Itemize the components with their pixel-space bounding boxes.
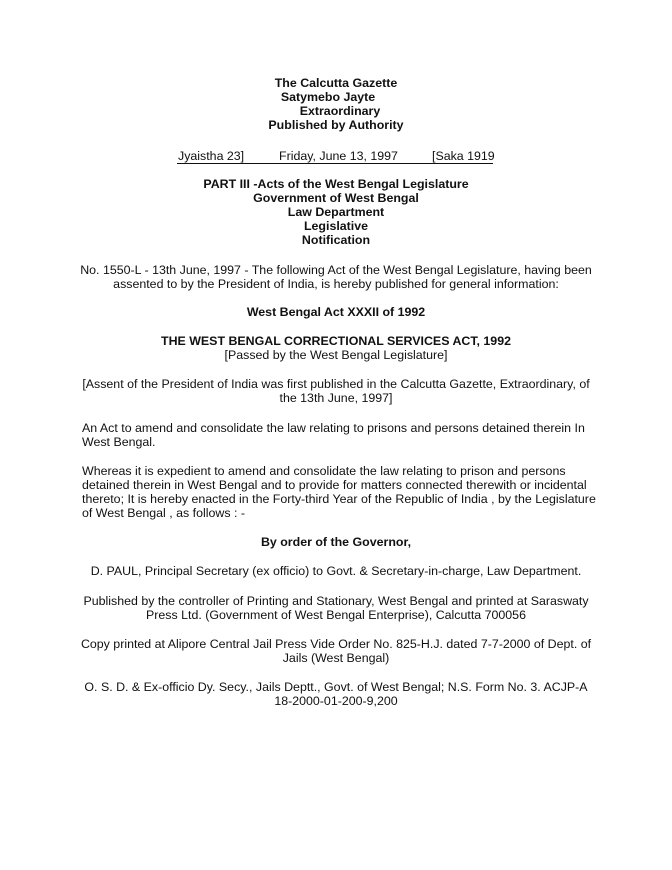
gazette-edition: Extraordinary — [299, 104, 381, 118]
government-heading: Government of West Bengal — [253, 191, 419, 205]
governor-order: By order of the Governor, — [260, 535, 412, 549]
form-note-line-2: 18-2000-01-200-9,200 — [274, 694, 398, 708]
act-purpose-line-1: An Act to amend and consolidate the law relating to prisons and persons detained therein In — [82, 421, 585, 435]
preamble-line-2: detained therein in West Bengal and to provide for matters connected therewith or incidental — [82, 478, 587, 492]
dateline — [177, 149, 493, 164]
dateline-date: Friday, June 13, 1997 — [279, 149, 398, 163]
type-heading: Notification — [301, 233, 371, 247]
section-heading: Legislative — [303, 219, 369, 233]
act-title: THE WEST BENGAL CORRECTIONAL SERVICES ACT, 1992 — [161, 334, 511, 348]
gazette-motto: Satymebo Jayte — [280, 90, 376, 104]
preamble-line-1: Whereas it is expedient to amend and consolidate the law relating to prison and persons — [82, 464, 566, 478]
assent-note-line-1: [Assent of the President of India was first published in the Calcutta Gazette, Extraordinary, of — [82, 377, 590, 391]
gazette-title: The Calcutta Gazette — [274, 76, 398, 90]
publisher-line-1: Published by the controller of Printing and Stationary, West Bengal and printed at Saraswaty — [83, 594, 589, 608]
preamble-line-3: thereto; It is hereby enacted in the Forty-third Year of the Republic of India , by the Legislature — [82, 492, 596, 506]
notification-text-line-2: assented to by the President of India, is hereby published for general information: — [113, 277, 559, 291]
act-passed-note: [Passed by the West Bengal Legislature] — [224, 348, 448, 362]
act-number: West Bengal Act XXXII of 1992 — [246, 305, 426, 319]
act-purpose-line-2: West Bengal. — [82, 435, 156, 449]
notification-text-line-1: No. 1550-L - 13th June, 1997 - The following Act of the West Bengal Legislature, having been — [80, 263, 592, 277]
copy-note-line-2: Jails (West Bengal) — [282, 651, 390, 665]
signatory: D. PAUL, Principal Secretary (ex officio) to Govt. & Secretary-in-charge, Law Department. — [90, 564, 582, 578]
assent-note-line-2: the 13th June, 1997] — [279, 391, 393, 405]
dateline-saka-date: [Saka 1919 — [432, 149, 495, 163]
gazette-authority: Published by Authority — [268, 118, 404, 132]
preamble-line-4: of West Bengal , as follows : - — [82, 506, 245, 520]
department-heading: Law Department — [287, 205, 385, 219]
part-heading: PART III -Acts of the West Bengal Legislature — [203, 177, 469, 191]
form-note-line-1: O. S. D. & Ex-officio Dy. Secy., Jails Deptt., Govt. of West Bengal; N.S. Form No. 3. ACJP-A — [84, 680, 588, 694]
copy-note-line-1: Copy printed at Alipore Central Jail Press Vide Order No. 825-H.J. dated 7-7-2000 of Dept. of — [80, 637, 592, 651]
publisher-line-2: Press Ltd. (Government of West Bengal Enterprise), Calcutta 700056 — [146, 608, 526, 622]
dateline-hindu-date: Jyaistha 23] — [178, 149, 245, 163]
